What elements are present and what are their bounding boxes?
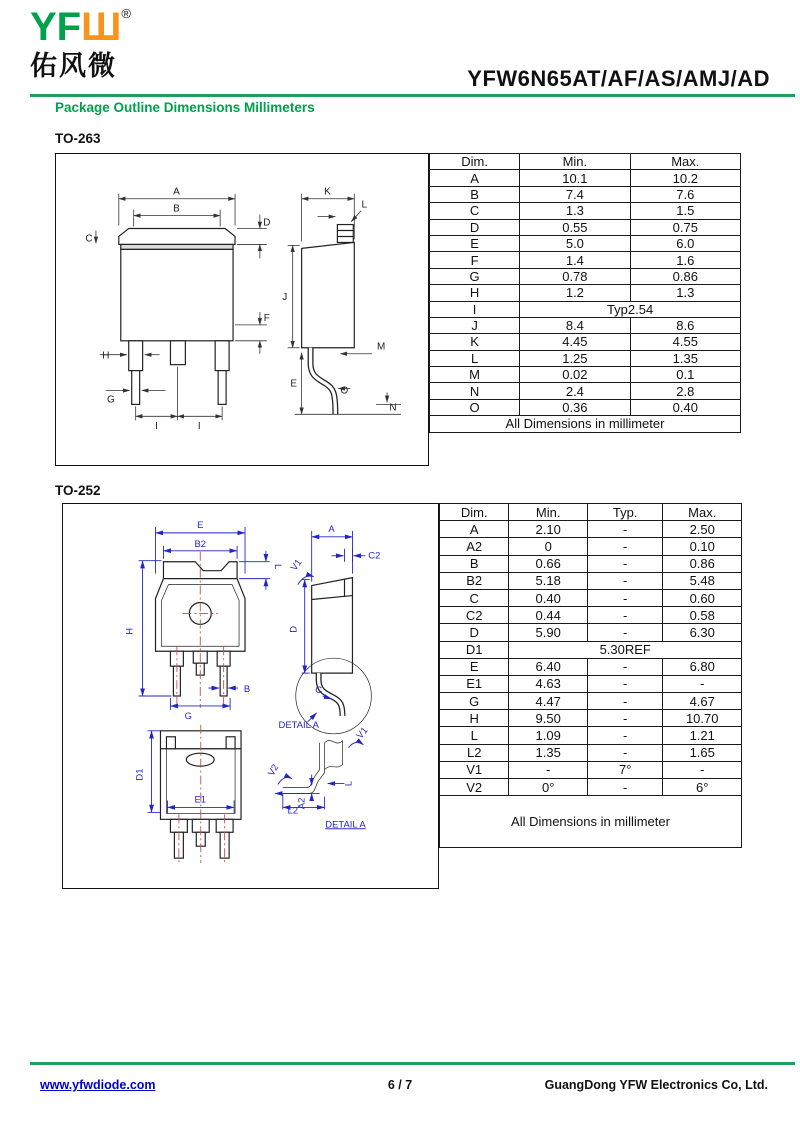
dimension-label: A2	[296, 797, 308, 810]
table-cell: A	[440, 521, 509, 538]
dimension-label: D	[263, 217, 271, 229]
table-cell: 0.40	[509, 589, 588, 606]
table-cell: Typ2.54	[520, 301, 741, 317]
table-cell: 0.44	[509, 607, 588, 624]
dimension-label: L	[361, 199, 367, 211]
dimension-label: L2	[287, 805, 299, 817]
table-row	[430, 186, 741, 202]
table-cell: V1	[440, 761, 509, 778]
table-cell: 1.65	[663, 744, 742, 761]
table-cell: 7°	[587, 761, 663, 778]
dimension-label: J	[282, 292, 288, 304]
table-cell: 0	[509, 538, 588, 555]
table-cell: 4.63	[509, 675, 588, 692]
table-cell: M	[430, 367, 520, 383]
table-cell: 4.47	[509, 693, 588, 710]
table-row	[440, 658, 742, 675]
to263-drawing	[56, 154, 428, 465]
table-row	[430, 334, 741, 350]
table-cell: V2	[440, 779, 509, 796]
table-cell: 1.35	[509, 744, 588, 761]
table-cell: 6°	[663, 779, 742, 796]
table-cell: N	[430, 383, 520, 399]
dimension-label: G	[106, 394, 115, 406]
logo-yf-text: YF	[30, 5, 82, 49]
table-cell: 0.58	[663, 607, 742, 624]
table-cell: -	[587, 779, 663, 796]
table-row	[430, 301, 741, 317]
dimension-label: L	[343, 780, 355, 787]
table-cell: L2	[440, 744, 509, 761]
table-row	[430, 219, 741, 235]
table-cell: 5.90	[509, 624, 588, 641]
table-cell: 5.18	[509, 572, 588, 589]
table-row	[430, 367, 741, 383]
table-row	[440, 761, 742, 778]
table-cell: -	[587, 710, 663, 727]
to252-dimension-table	[439, 503, 742, 848]
to252-drawing	[63, 504, 438, 888]
table-row	[430, 383, 741, 399]
table-cell: L	[430, 350, 520, 366]
table-cell: J	[430, 317, 520, 333]
table-cell: 2.8	[630, 383, 740, 399]
table-cell: 5.48	[663, 572, 742, 589]
table-cell: 4.67	[663, 693, 742, 710]
table-row	[430, 268, 741, 284]
table-row	[430, 416, 741, 432]
column-header: Dim.	[430, 154, 520, 170]
table-cell: 0.55	[520, 219, 630, 235]
table-row	[430, 285, 741, 301]
table-cell: -	[587, 589, 663, 606]
dimension-label: D	[288, 625, 300, 633]
to263-front-view	[119, 229, 235, 405]
table-row	[440, 796, 742, 848]
table-header-row	[430, 154, 741, 170]
table-cell: I	[430, 301, 520, 317]
footer-page-number: 6 / 7	[387, 1078, 413, 1092]
table-cell: -	[587, 538, 663, 555]
table-row	[440, 710, 742, 727]
table-row	[440, 693, 742, 710]
table-cell: -	[663, 761, 742, 778]
table-cell: -	[587, 693, 663, 710]
table-row	[440, 727, 742, 744]
table-cell: 0.86	[630, 268, 740, 284]
column-header: Typ.	[587, 504, 663, 521]
table-cell: -	[587, 675, 663, 692]
dimension-label: A	[328, 523, 335, 535]
column-header: Max.	[663, 504, 742, 521]
table-cell: 6.0	[630, 235, 740, 251]
dimension-label: V1	[354, 725, 371, 742]
table-cell: H	[430, 285, 520, 301]
table-cell: G	[440, 693, 509, 710]
table-row	[440, 624, 742, 641]
part-number-title: YFW6N65AT/AF/AS/AMJ/AD	[467, 66, 770, 91]
table-cell: 0.86	[663, 555, 742, 572]
table-cell: G	[430, 268, 520, 284]
table-cell: E	[440, 658, 509, 675]
table-row	[440, 538, 742, 555]
table-cell: 8.4	[520, 317, 630, 333]
table-cell: 2.4	[520, 383, 630, 399]
table-cell: E	[430, 235, 520, 251]
table-cell: L	[440, 727, 509, 744]
table-cell: H	[440, 710, 509, 727]
table-cell: 0.1	[630, 367, 740, 383]
dimension-label: C	[315, 685, 323, 697]
dimension-label: E	[197, 519, 204, 531]
table-cell: 2.10	[509, 521, 588, 538]
dimension-label: I	[197, 421, 201, 433]
dimension-label: E1	[194, 794, 207, 806]
table-row	[440, 779, 742, 796]
dimension-label: C2	[368, 550, 381, 562]
table-cell: 7.6	[630, 186, 740, 202]
dimension-label: V2	[266, 762, 282, 779]
table-cell: 0.36	[520, 399, 630, 415]
table-header-row	[440, 504, 742, 521]
table-cell: 1.21	[663, 727, 742, 744]
to263-drawing-frame	[55, 153, 429, 466]
table-cell: 1.35	[630, 350, 740, 366]
table-cell: K	[430, 334, 520, 350]
dimension-label: L	[271, 564, 283, 570]
table-cell: 1.5	[630, 203, 740, 219]
table-cell: 4.55	[630, 334, 740, 350]
table-cell: 9.50	[509, 710, 588, 727]
dimension-label: H	[124, 627, 136, 635]
table-cell: -	[587, 624, 663, 641]
column-header: Dim.	[440, 504, 509, 521]
table-cell: B	[430, 186, 520, 202]
table-cell: 5.30REF	[509, 641, 742, 658]
table-cell: -	[587, 744, 663, 761]
table-cell: B2	[440, 572, 509, 589]
table-cell: 1.3	[520, 203, 630, 219]
table-cell: -	[587, 521, 663, 538]
header-rule	[30, 94, 795, 97]
footer-company-name: GuangDong YFW Electronics Co, Ltd.	[544, 1078, 768, 1092]
table-row	[440, 607, 742, 624]
table-row	[430, 399, 741, 415]
table-cell: 6.80	[663, 658, 742, 675]
table-row	[440, 641, 742, 658]
column-header: Max.	[630, 154, 740, 170]
dimension-label: E	[290, 378, 297, 390]
table-cell: 1.3	[630, 285, 740, 301]
table-cell: -	[587, 607, 663, 624]
table-cell: 6.30	[663, 624, 742, 641]
table-cell: A2	[440, 538, 509, 555]
dimension-label: N	[389, 402, 397, 414]
table-cell: -	[509, 761, 588, 778]
table-cell: D	[440, 624, 509, 641]
table-row	[440, 572, 742, 589]
dimension-label: B	[243, 684, 251, 696]
table-cell: A	[430, 170, 520, 186]
dimension-label: M	[376, 341, 386, 353]
logo-wordmark	[30, 6, 131, 48]
dimension-label: B2	[194, 538, 207, 550]
page-section-title: Package Outline Dimensions Millimeters	[55, 100, 315, 115]
table-row	[430, 235, 741, 251]
table-row	[440, 521, 742, 538]
dimension-label: I	[155, 421, 158, 433]
table-cell: 10.70	[663, 710, 742, 727]
dimension-label: G	[184, 710, 193, 722]
table-row	[430, 350, 741, 366]
table-cell: C	[430, 203, 520, 219]
table-cell: -	[587, 658, 663, 675]
table-cell: 7.4	[520, 186, 630, 202]
table-cell: F	[430, 252, 520, 268]
dimension-label: DETAIL A	[278, 719, 319, 731]
table-cell: 1.6	[630, 252, 740, 268]
table-row	[430, 252, 741, 268]
table-cell: 0.60	[663, 589, 742, 606]
footer-rule	[30, 1062, 795, 1065]
table-cell: All Dimensions in millimeter	[440, 796, 742, 848]
table-cell: 0.02	[520, 367, 630, 383]
table-row	[430, 317, 741, 333]
table-cell: -	[587, 555, 663, 572]
dimension-table	[439, 503, 742, 848]
table-cell: 0.75	[630, 219, 740, 235]
table-row	[440, 744, 742, 761]
dimension-label: A	[173, 186, 180, 198]
table-cell: 0.66	[509, 555, 588, 572]
to252-package-label: TO-252	[55, 483, 101, 498]
logo-w-glyph: Ш	[81, 5, 122, 49]
dimension-table	[429, 153, 741, 433]
table-cell: 1.09	[509, 727, 588, 744]
table-cell: B	[440, 555, 509, 572]
to263-bent-lead-inner	[311, 348, 336, 415]
footer-website-link[interactable]: www.yfwdiode.com	[40, 1078, 156, 1092]
logo-chinese-name: 佑风微	[30, 51, 117, 81]
table-cell: -	[587, 727, 663, 744]
dimension-label: V1	[288, 557, 305, 574]
table-cell: -	[663, 675, 742, 692]
dimension-label: K	[324, 186, 331, 198]
table-cell: 5.0	[520, 235, 630, 251]
dimension-label: B	[173, 203, 180, 215]
table-cell: 6.40	[509, 658, 588, 675]
table-cell: 8.6	[630, 317, 740, 333]
table-cell: 10.1	[520, 170, 630, 186]
table-cell: 1.25	[520, 350, 630, 366]
table-cell: E1	[440, 675, 509, 692]
table-row	[440, 555, 742, 572]
table-cell: 0°	[509, 779, 588, 796]
column-header: Min.	[520, 154, 630, 170]
to252-detail-a-view	[283, 740, 343, 793]
to263-dimension-table	[429, 153, 741, 433]
to252-side-view	[312, 578, 353, 673]
to263-package-label: TO-263	[55, 131, 101, 146]
to263-side-view	[302, 225, 355, 348]
dimension-label: C	[85, 233, 93, 245]
dimension-label: O	[340, 385, 349, 397]
table-cell: 0.10	[663, 538, 742, 555]
dimension-label: DETAIL A	[325, 819, 366, 831]
table-cell: D1	[440, 641, 509, 658]
dimension-label: H	[102, 350, 110, 362]
table-cell: C	[440, 589, 509, 606]
table-row	[430, 170, 741, 186]
table-row	[440, 589, 742, 606]
table-cell: -	[587, 572, 663, 589]
to252-drawing-frame	[62, 503, 439, 889]
table-row	[440, 675, 742, 692]
table-cell: All Dimensions in millimeter	[430, 416, 741, 432]
registered-trademark-icon: ®	[121, 6, 131, 21]
to252-detail-dimensions	[275, 742, 364, 809]
table-cell: D	[430, 219, 520, 235]
table-row	[430, 203, 741, 219]
table-cell: 1.2	[520, 285, 630, 301]
table-cell: O	[430, 399, 520, 415]
table-cell: 4.45	[520, 334, 630, 350]
to252-bent-lead-inner	[319, 673, 343, 716]
table-cell: 10.2	[630, 170, 740, 186]
table-cell: 0.78	[520, 268, 630, 284]
table-cell: 1.4	[520, 252, 630, 268]
table-cell: C2	[440, 607, 509, 624]
dimension-label: F	[263, 312, 270, 324]
company-logo	[30, 6, 131, 83]
dimension-label: D1	[134, 768, 146, 781]
column-header: Min.	[509, 504, 588, 521]
table-cell: 2.50	[663, 521, 742, 538]
table-cell: 0.40	[630, 399, 740, 415]
